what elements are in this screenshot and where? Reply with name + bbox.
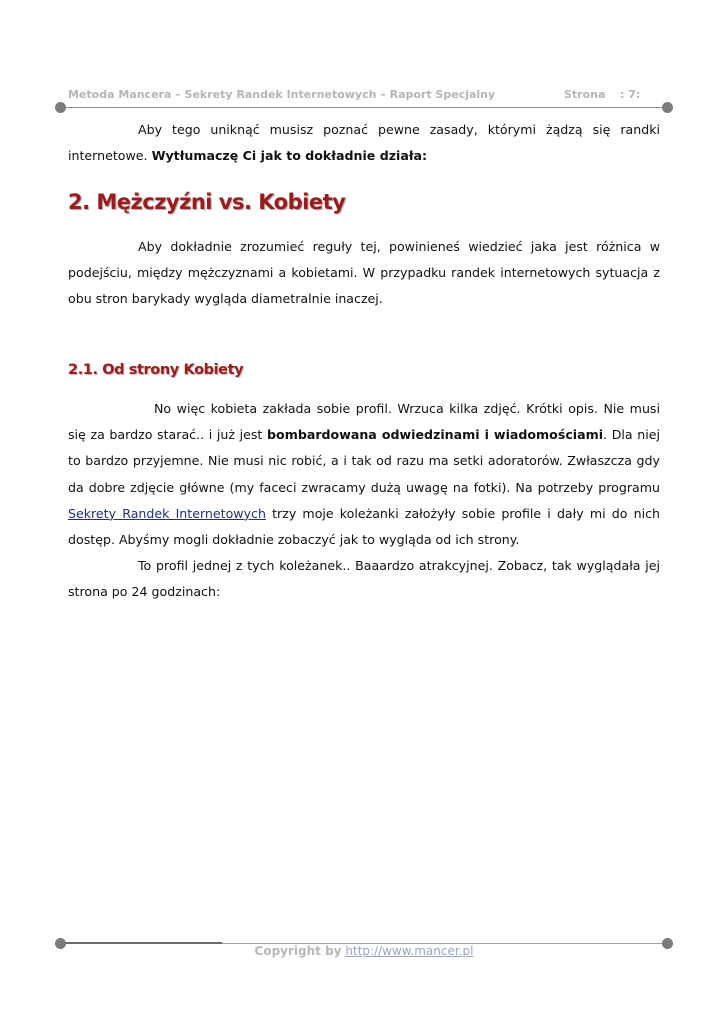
intro-paragraph (68, 117, 660, 169)
p1-text-c: trzy moje koleżanki założyły sobie profile i dały mi do nich dostęp. Abyśmy mogli dokładnie zobaczyć jak to wygląda od ich strony. (68, 505, 660, 548)
header-rule (62, 107, 668, 108)
section-2-text: Aby dokładnie zrozumieć reguły tej, powinieneś wiedzieć jaka jest różnica w podejściu, między mężczyznami a kobietami. W przypadku randek internetowych sytuacja z obu stron barykady wygląda diametralnie inaczej. (68, 239, 660, 307)
footer-copyright: Copyright by (254, 944, 342, 958)
header-rule-left-dot (55, 102, 66, 113)
page-footer (0, 944, 728, 958)
header-title: Metoda Mancera – Sekrety Randek Internetowych – Raport Specjalny (68, 88, 496, 101)
section-2-1-paragraph-2 (68, 553, 660, 605)
section-2-paragraph (68, 234, 660, 313)
section-2-1-heading: 2.1. Od strony Kobiety (68, 362, 244, 378)
section-2-1-paragraph-1 (68, 396, 660, 553)
intro-text: Aby tego uniknąć musisz poznać pewne zasady, którymi żądzą się randki internetowe. (68, 122, 660, 164)
header-page-number: : 7: (620, 88, 641, 101)
footer-url-link[interactable]: http://www.mancer.pl (345, 944, 474, 958)
header-rule-right-dot (662, 102, 673, 113)
intro-bold: Wytłumaczę Ci jak to dokładnie działa: (151, 148, 428, 164)
p1-bold: bombardowana odwiedzinami i wiadomościami (267, 427, 604, 443)
p1-text-a: No więc kobieta zakłada sobie profil. Wrzuca kilka zdjęć. Krótki opis. Nie musi się za bardzo starać.. i już jest (68, 401, 660, 443)
header-page-label: Strona (564, 88, 606, 101)
section-2-heading: 2. Mężczyźni vs. Kobiety (68, 190, 346, 214)
p1-text-b: . Dla niej to bardzo przyjemne. Nie musi nic robić, a i tak od razu ma setki adoratorów. Zwłaszcza gdy da dobre zdjęcie główne (my faceci zwracamy dużą uwagę na fotki). Na potrzeby programu (68, 427, 660, 495)
sekrety-randek-link[interactable]: Sekrety Randek Internetowych (68, 505, 266, 521)
p2-text: To profil jednej z tych koleżanek.. Baaardzo atrakcyjnej. Zobacz, tak wyglądała jej strona po 24 godzinach: (68, 558, 660, 600)
